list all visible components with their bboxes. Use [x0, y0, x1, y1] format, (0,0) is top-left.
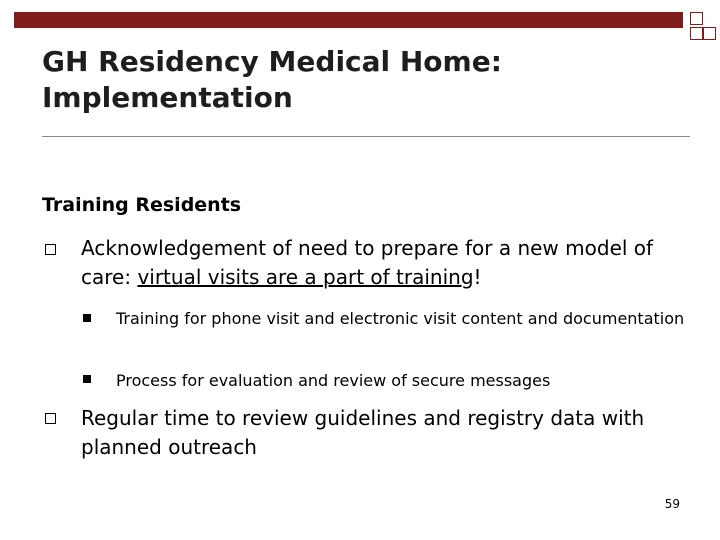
- slide-title: [42, 44, 682, 116]
- filled-square-bullet-icon: [83, 314, 91, 322]
- sub-bullet-text: Training for phone visit and electronic visit content and documentation: [116, 309, 685, 328]
- bullet-text: Regular time to review guidelines and registry data with planned outreach: [81, 406, 645, 459]
- decorative-header-bar: [14, 12, 683, 28]
- bullet-text-part: Acknowledgement of need to prepare for a new model of care:: [81, 236, 654, 289]
- bullet-underlined-text: virtual visits are a part of training: [137, 265, 474, 289]
- sub-bullet-text: Process for evaluation and review of secure messages: [116, 371, 551, 390]
- slide-title-line1: GH Residency Medical Home:: [42, 45, 502, 78]
- decorative-square: [703, 27, 716, 40]
- decorative-square: [690, 27, 703, 40]
- hollow-square-bullet-icon: [45, 244, 56, 255]
- decorative-square: [690, 12, 703, 25]
- bullet-text: [81, 234, 681, 292]
- section-heading: Training Residents: [42, 194, 242, 216]
- slide-title-line2: Implementation: [42, 81, 293, 114]
- filled-square-bullet-icon: [83, 375, 91, 383]
- page-number: 59: [664, 497, 680, 511]
- title-divider: [42, 136, 690, 137]
- bullet-text-part: !: [473, 265, 482, 289]
- hollow-square-bullet-icon: [45, 413, 56, 424]
